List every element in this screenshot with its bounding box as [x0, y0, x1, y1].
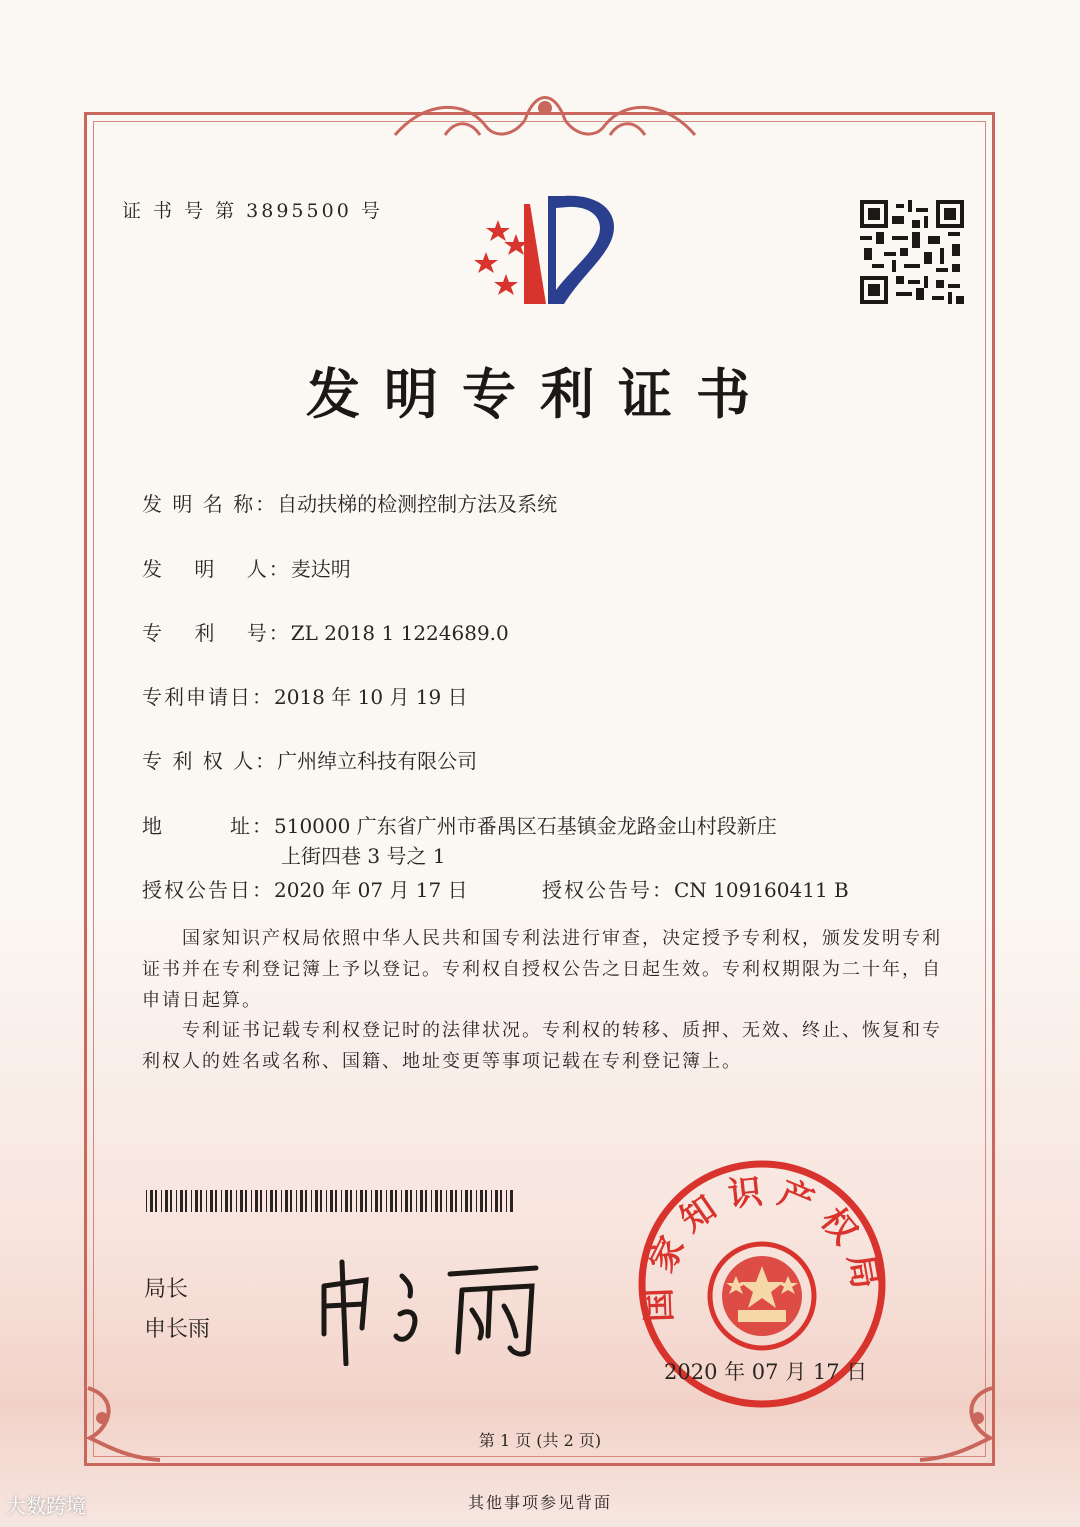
inventor-value: 麦达明	[290, 557, 351, 581]
cnipa-logo	[464, 182, 634, 312]
announce-date-label: 授权公告日：	[142, 878, 274, 902]
filing-date-label: 专利申请日：	[142, 685, 274, 709]
watermark: 大数跨境	[6, 1494, 86, 1518]
inventor-label: 发 明 人：	[142, 557, 291, 581]
seal-text: 国家知识产权局	[638, 1170, 888, 1323]
certificate-number: 证 书 号 第 3895500 号	[122, 200, 383, 222]
patent-number-value: ZL 2018 1 1224689.0	[290, 621, 509, 645]
qr-code	[860, 200, 964, 304]
invention-name-value: 自动扶梯的检测控制方法及系统	[277, 492, 558, 516]
grant-statement-paragraph: 国家知识产权局依照中华人民共和国专利法进行审查，决定授予专利权，颁发发明专利证书并在专利登记簿上予以登记。专利权自授权公告之日起生效。专利权期限为二十年，自申请日起算。	[142, 928, 942, 1011]
patent-number-label: 专 利 号：	[142, 621, 291, 645]
handwritten-signature	[312, 1256, 552, 1366]
barcode	[146, 1190, 516, 1212]
announce-number-value: CN 109160411 B	[674, 878, 849, 902]
announce-date-value: 2020 年 07 月 17 日	[274, 878, 468, 902]
invention-name-label: 发 明 名 称：	[142, 492, 278, 516]
back-note: 其他事项参见背面	[467, 1493, 612, 1512]
patentee-label: 专 利 权 人：	[142, 749, 278, 773]
announce-number-label: 授权公告号：	[542, 878, 674, 902]
inventor-row	[142, 553, 351, 582]
signatory-name: 申长雨	[144, 1317, 211, 1342]
announce-date-row	[142, 874, 468, 903]
signatory-title: 局长	[144, 1277, 189, 1302]
page-indicator: 第 1 页 (共 2 页)	[478, 1431, 602, 1450]
announce-number-row	[542, 874, 849, 903]
patent-number-row	[142, 617, 509, 646]
certificate-title: 发明专利证书	[306, 362, 774, 426]
patentee-row	[142, 745, 477, 774]
issue-date: 2020 年 07 月 17 日	[664, 1360, 868, 1384]
address-row	[142, 810, 777, 839]
address-label: 地 址：	[142, 814, 274, 838]
invention-name-row	[142, 488, 557, 517]
address-line2-row	[281, 840, 446, 869]
filing-date-row	[142, 681, 468, 710]
top-ornament	[385, 80, 705, 150]
corner-ornament-bottom-right	[910, 1378, 1000, 1468]
patentee-value: 广州绰立科技有限公司	[277, 749, 478, 773]
filing-date-value: 2018 年 10 月 19 日	[274, 685, 468, 709]
address-value-line1: 510000 广东省广州市番禺区石基镇金龙路金山村段新庄	[274, 814, 777, 838]
address-value-line2: 上街四巷 3 号之 1	[281, 844, 446, 868]
corner-ornament-bottom-left	[80, 1378, 170, 1468]
legal-status-paragraph: 专利证书记载专利权登记时的法律状况。专利权的转移、质押、无效、终止、恢复和专利权人的姓名或名称、国籍、地址变更等事项记载在专利登记簿上。	[142, 1020, 942, 1072]
